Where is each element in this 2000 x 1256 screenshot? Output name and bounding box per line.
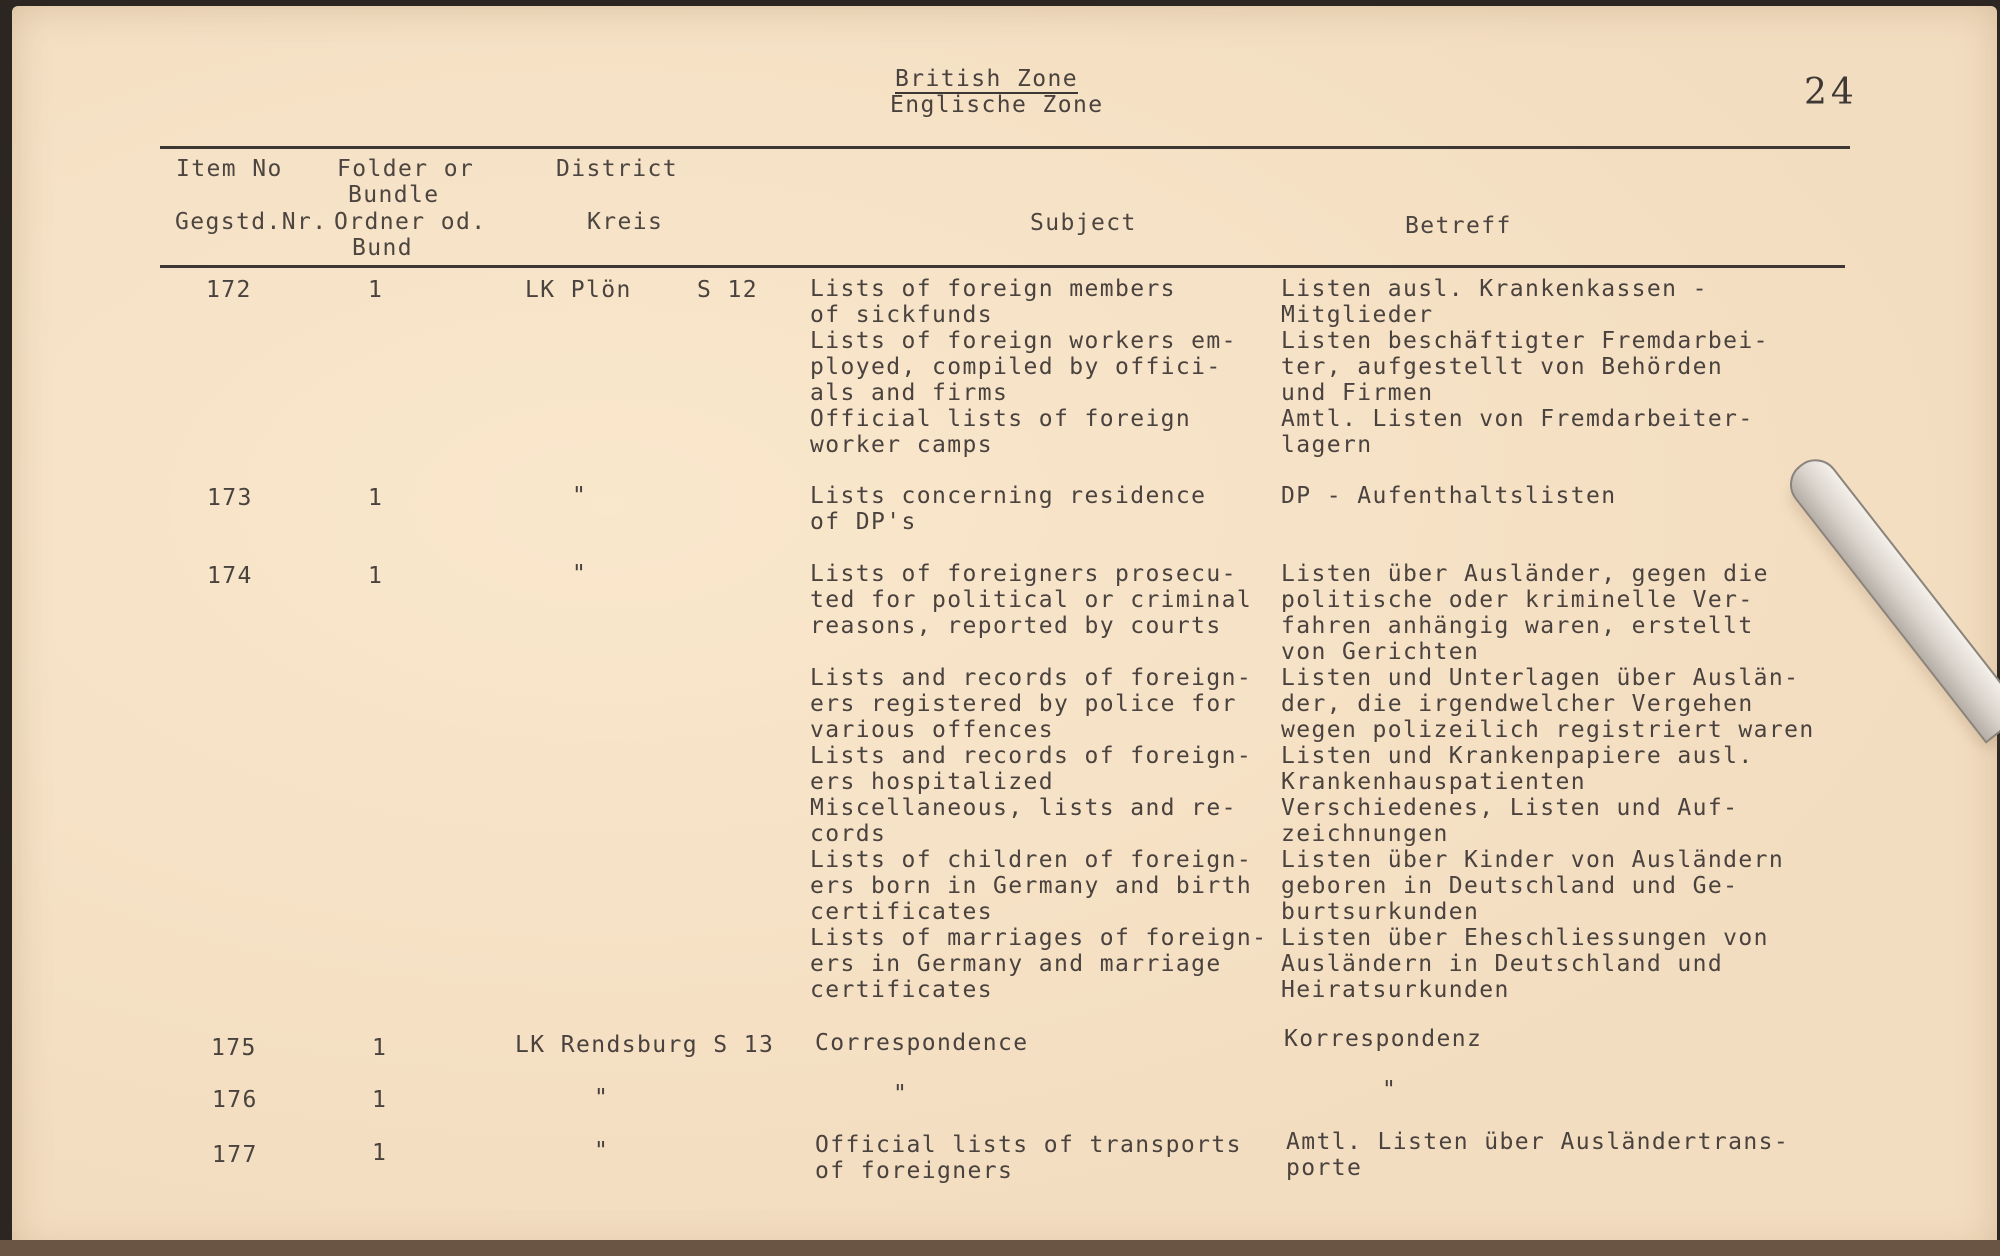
row-175-folder: 1 bbox=[372, 1035, 388, 1061]
col-header-betreff: Betreff bbox=[1405, 213, 1512, 239]
row-174-item: 174 bbox=[207, 563, 253, 589]
row-177-subject: Official lists of transports of foreigners bbox=[815, 1132, 1242, 1184]
page-edge-shadow bbox=[0, 1240, 2000, 1256]
row-174-betreff: Listen über Ausländer, gegen die politische oder kriminelle Ver- fahren anhängig waren, erstellt von Gerichten Listen und Unterlagen über Auslän- der, die irgendwelcher Vergehen wegen polizeilich registriert waren Listen und Krankenpapiere ausl. Krankenhauspatienten Verschiedenes, Listen und Auf- zeichnungen Listen über Kinder von Ausländern geboren in Deutschland und Ge- burtsurkunden Listen über Eheschliessungen von Ausländern in Deutschland und Heiratsurkunden bbox=[1281, 561, 1815, 1003]
row-173-item: 173 bbox=[207, 485, 253, 511]
col-header-district: District bbox=[556, 156, 678, 182]
row-177-item: 177 bbox=[212, 1142, 258, 1168]
row-177-folder: 1 bbox=[372, 1140, 388, 1166]
zone-title-german: Englische Zone bbox=[890, 92, 1104, 118]
row-176-district: " bbox=[594, 1085, 610, 1111]
top-rule bbox=[160, 146, 1850, 149]
header-rule bbox=[160, 265, 1845, 268]
col-header-subject: Subject bbox=[1030, 210, 1137, 236]
row-175-subject: Correspondence bbox=[815, 1030, 1029, 1056]
row-172-code: S 12 bbox=[697, 277, 758, 303]
row-175-betreff: Korrespondenz bbox=[1284, 1026, 1483, 1052]
col-header-bund: Bund bbox=[352, 235, 413, 261]
row-176-betreff: " bbox=[1382, 1077, 1398, 1103]
row-174-subject: Lists of foreigners prosecu- ted for political or criminal reasons, reported by courts Lists and records of foreign- ers registered by police for various offences Lists and records of foreign- ers hospitalized Miscellaneous, lists and re- cords Lists of children of foreign- ers born in Germany and birth certificates Lists of marriages of foreign- ers in Germany and marriage certificates bbox=[810, 561, 1268, 1003]
col-header-item-no: Item No bbox=[176, 156, 283, 182]
col-header-bundle: Bundle bbox=[348, 182, 440, 208]
col-header-folder: Folder or bbox=[337, 156, 475, 182]
row-174-folder: 1 bbox=[368, 563, 384, 589]
col-header-item-no-de: Gegstd.Nr. bbox=[175, 209, 328, 235]
row-173-folder: 1 bbox=[368, 485, 384, 511]
row-175-item: 175 bbox=[211, 1035, 257, 1061]
row-172-district: LK Plön bbox=[525, 277, 632, 303]
col-header-kreis: Kreis bbox=[587, 209, 664, 235]
row-176-subject: " bbox=[893, 1081, 909, 1107]
col-header-folder-de: Ordner od. bbox=[334, 209, 487, 235]
zone-title-english: British Zone bbox=[895, 66, 1078, 92]
row-173-district: " bbox=[572, 483, 588, 509]
page-number: 24 bbox=[1804, 72, 1858, 113]
row-173-betreff: DP - Aufenthaltslisten bbox=[1281, 483, 1617, 509]
row-176-folder: 1 bbox=[372, 1087, 388, 1113]
row-176-item: 176 bbox=[212, 1087, 258, 1113]
row-177-district: " bbox=[594, 1138, 610, 1164]
row-177-betreff: Amtl. Listen über Ausländertrans- porte bbox=[1286, 1129, 1790, 1181]
row-172-betreff: Listen ausl. Krankenkassen - Mitglieder Listen beschäftigter Fremdarbei- ter, aufgestellt von Behörden und Firmen Amtl. Listen von Fremdarbeiter- lagern bbox=[1281, 276, 1769, 458]
row-173-subject: Lists concerning residence of DP's bbox=[810, 483, 1207, 535]
row-172-subject: Lists of foreign members of sickfunds Lists of foreign workers em- ployed, compiled by offici- als and firms Official lists of foreign worker camps bbox=[810, 276, 1237, 458]
row-172-item: 172 bbox=[206, 277, 252, 303]
row-174-district: " bbox=[572, 561, 588, 587]
row-172-folder: 1 bbox=[368, 277, 384, 303]
row-175-district: LK Rendsburg S 13 bbox=[515, 1032, 775, 1058]
